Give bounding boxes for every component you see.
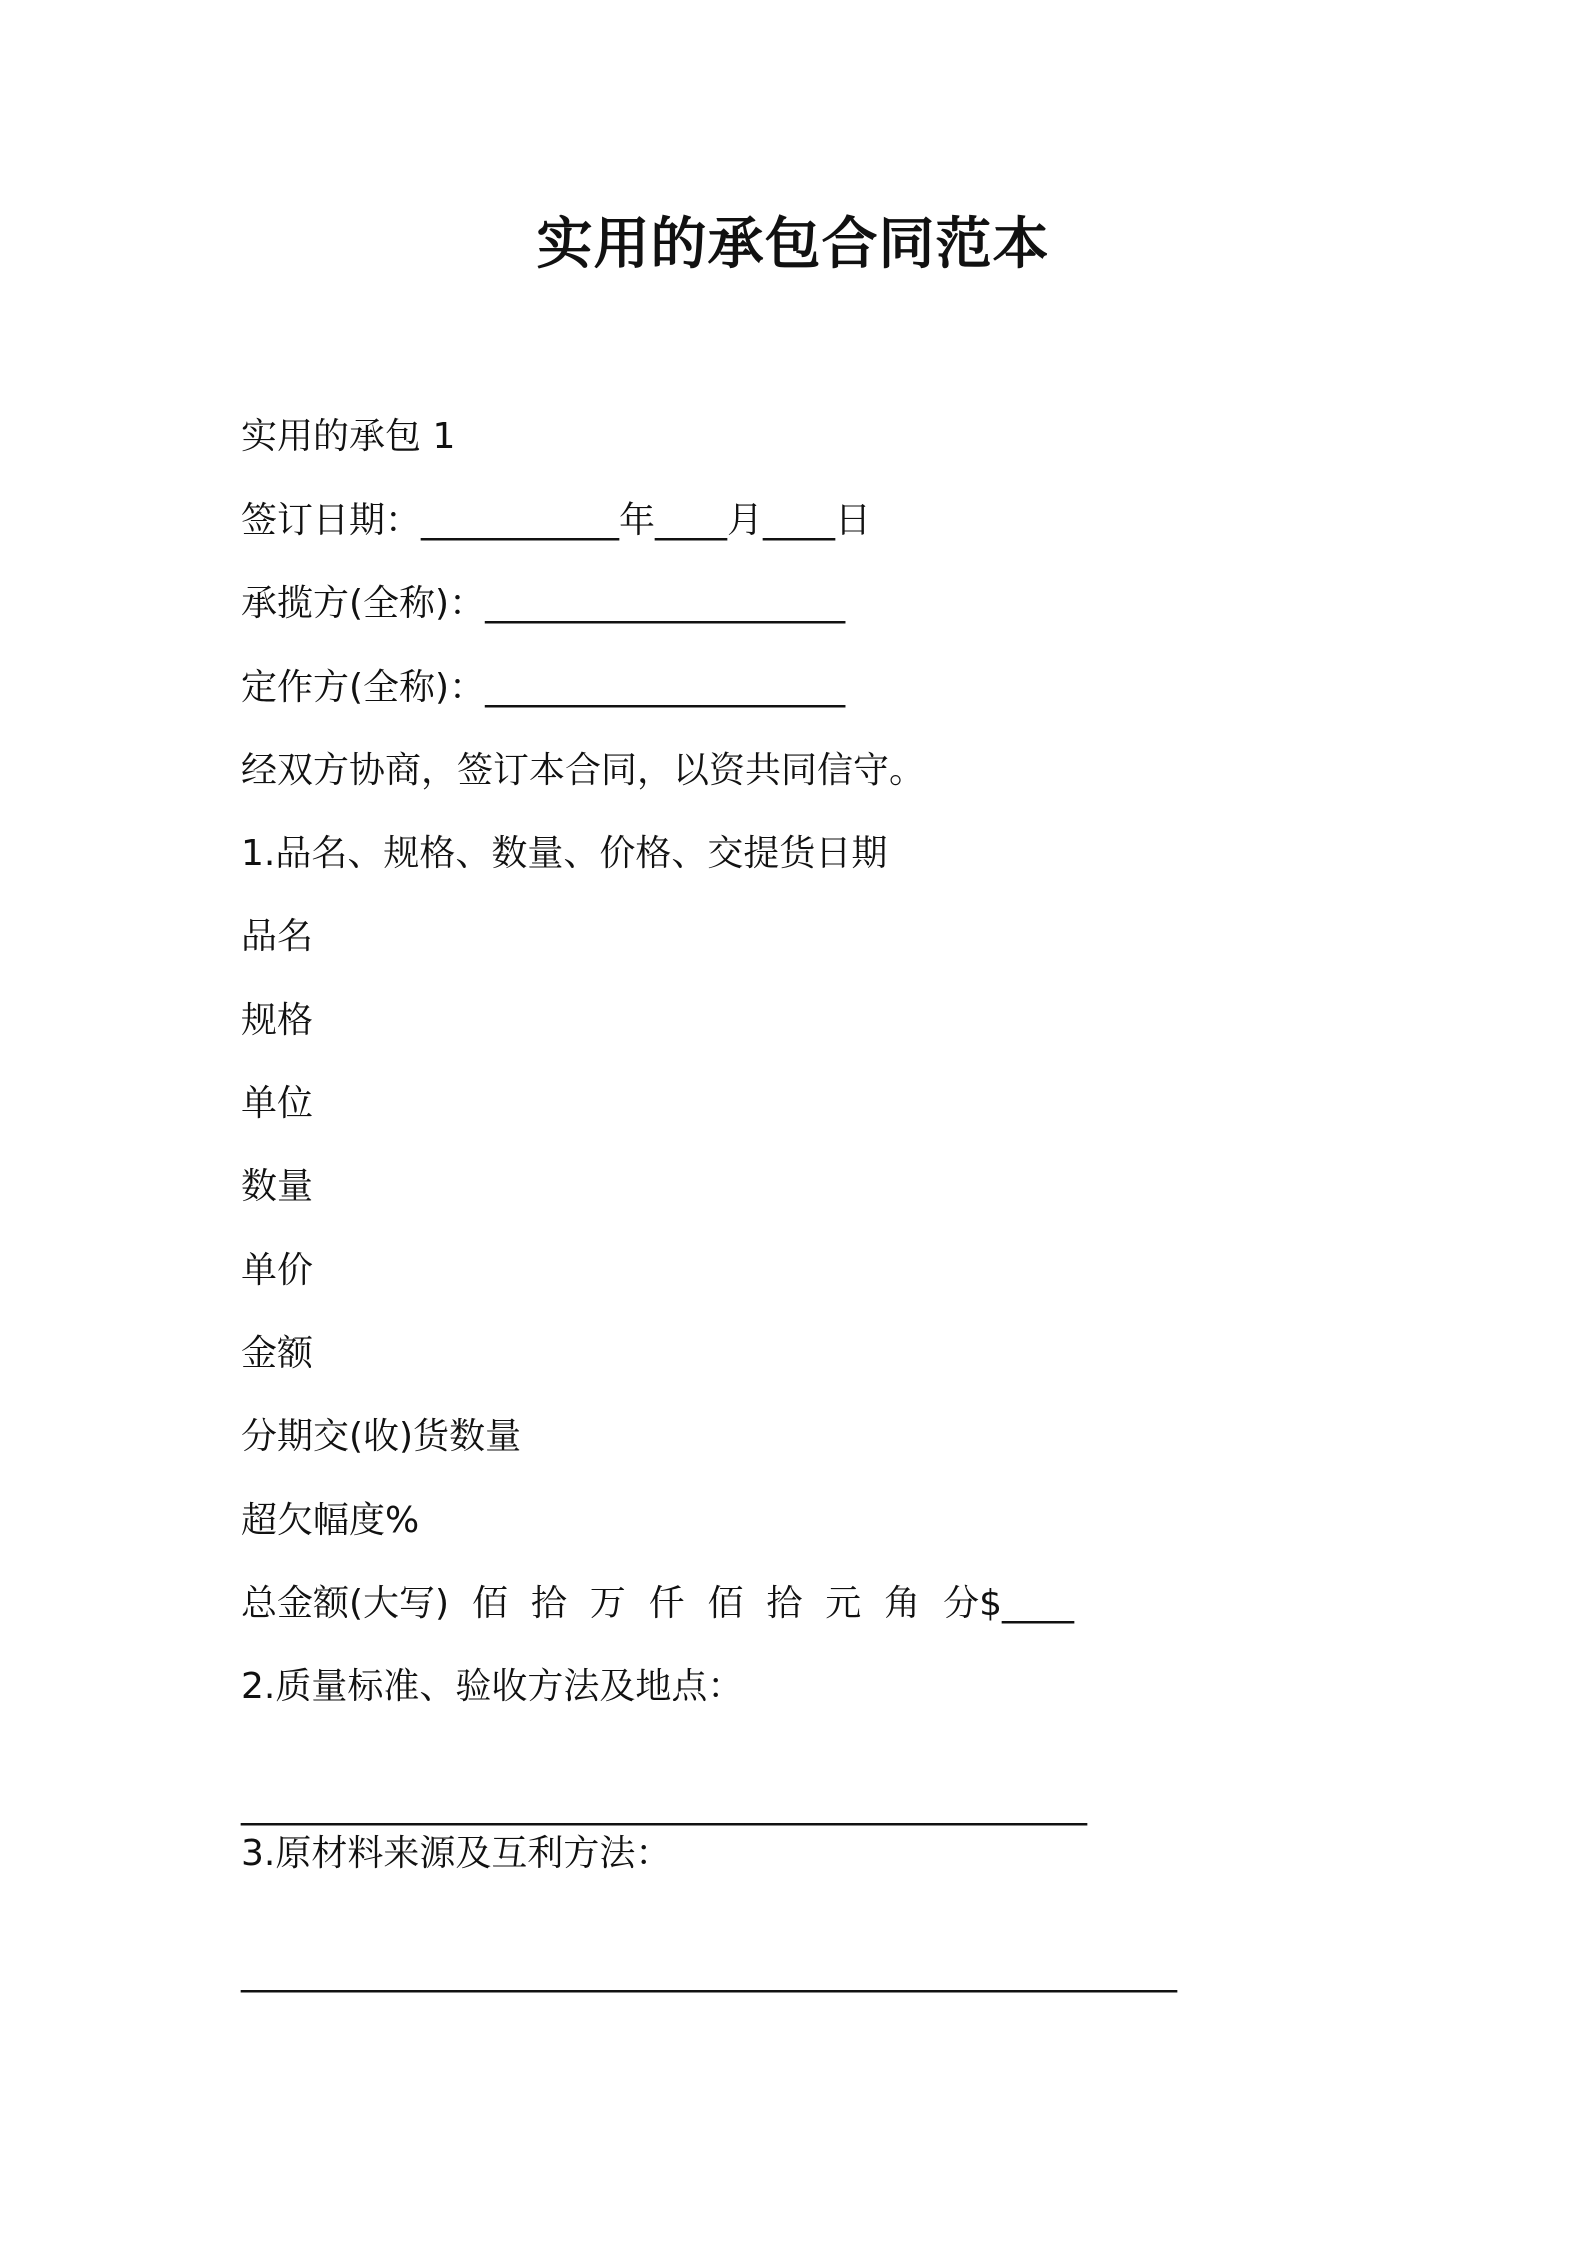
agreement-statement: 经双方协商，签订本合同，以资共同信守。	[241, 750, 926, 791]
item-tolerance: 超欠幅度%	[241, 1500, 420, 1541]
section-1-heading: 1.品名、规格、数量、价格、交提货日期	[241, 833, 888, 874]
item-unit-price: 单价	[241, 1250, 314, 1291]
contractor-line: 承揽方(全称)：____________________	[241, 583, 846, 624]
section-3-blank: ____________________________________________________	[241, 1952, 1177, 1993]
section-2-blank: _______________________________________________	[241, 1785, 1087, 1826]
item-amount: 金额	[241, 1333, 314, 1374]
item-specification: 规格	[241, 1000, 314, 1041]
signing-date-line: 签订日期：___________年____月____日	[241, 500, 872, 541]
item-unit: 单位	[241, 1083, 314, 1124]
section-3-heading: 3.原材料来源及互利方法：	[241, 1833, 672, 1874]
item-product-name: 品名	[241, 916, 314, 957]
total-amount-line: 总金额(大写) 佰 拾 万 仟 佰 拾 元 角 分$____	[241, 1583, 1074, 1624]
section-2-heading: 2.质量标准、验收方法及地点：	[241, 1666, 744, 1707]
client-line: 定作方(全称)：____________________	[241, 667, 846, 708]
item-quantity: 数量	[241, 1166, 314, 1207]
contract-heading: 实用的承包 1	[241, 416, 456, 457]
document-title: 实用的承包合同范本	[536, 212, 1050, 277]
item-installment-qty: 分期交(收)货数量	[241, 1416, 522, 1457]
